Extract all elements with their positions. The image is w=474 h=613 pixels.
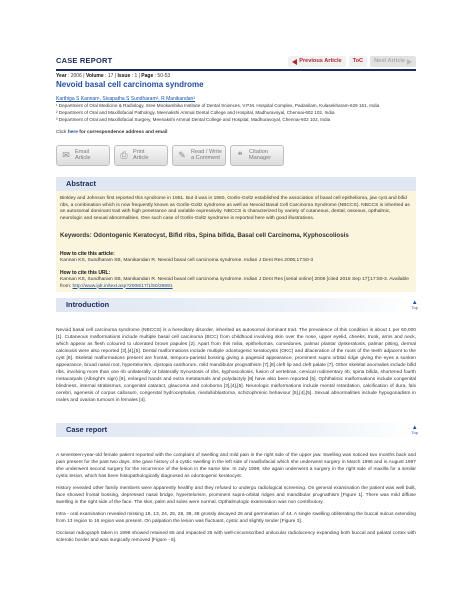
article-tools [56,145,284,166]
howto-cite-url-text: Kannan KS, Sundharam SB, Manikandan R. Nevoid basal cell carcinoma syndrome. Indian J Dent Res [serial online] 2006 [cited 2016 Sep 17];17:50-3. Available from: [60,276,409,289]
previous-article-label: Previous Article [299,57,342,64]
comment-label-1: Read / Write [191,148,222,155]
previous-article-button[interactable] [288,56,345,67]
correspondence-prefix: Click [56,130,67,135]
introduction-paragraph: Nevoid basal cell carcinoma syndrome (NBCCS) is a hereditary disorder, inherited as autosomal dominant trait. The prevalence of this condition is about 1 per 60,000 [1]. Cutaneous malformations include multiple basal cell carcinoma (BCC) from childhood involving skin over the nose, upper eyelid, cheeks, trunk, arms and neck, which appear as flesh coloured to ulcerated brown papules [2]. Apart from this milia, epitheliomas, comedones, palmar plantar dyskeratosis, palmar pitting, dermal calcinosis were also reported [3],[4],[5]. Dental malformations include multiple odontogenic keratocysts (OKC) and dilaceration of the roots of the teeth adjacent to the cyst [6]. Skeletal malformations present are frontal, temporo-parietal bossing giving a pagetoid appearance, prominent supra orbital ridge giving the eyes a sunken appearance, broad nasal root, hypertelorism, dystopia canthorum, mild mandibular prognathism [7],[8] cleft lip and cleft palate [7]. Other skeletal anomalies include bifid ribs, involving more than one rib unilaterally or bilaterally Synostosis of ribs, kyphoscoliosis, fusion of vertebrae, cervical rudimentary rib, spina bifida, shortened fourth metacarpals (Albright's sign) [9], enlarged hands and extra metatarsals and polydactyly [8] have also been reported [5]. Ophthalmic malformations include congenital blindness, internal strabismus, congenital cataract, glaucoma and coloboma [3],[4],[5]. Neurologic malformations include mental retardation, calcification of dura, falx cerebri, agenesis of corpus callosum, congenital hydrocephalus, medulloblastoma, schizophrenic behaviour [5],[4],[5]. Sexual abnormalities include hypogonadism in males and ovarian tumours in females [4]. [56,328,416,404]
comment-icon: ✎ [178,150,186,161]
article-nav [288,56,416,67]
citation-manager-button[interactable] [230,145,284,166]
howto-cite-article-heading: How to cite this article: [60,250,115,257]
introduction-header [56,298,416,312]
comment-label-2: a Comment [191,154,220,161]
email-label-1: Email [75,148,89,155]
back-to-top-icon[interactable] [412,425,418,435]
print-label-2: Article [133,154,149,161]
case-paragraph-4: Occlusal radiograph taken in 1996 showed retained 65 and impacted 25 with well-circumscribed unilocular radiolucency expanding both buccal and palatal cortex with sclerotic border and was surgically removed [Figure - 5]. [56,531,416,544]
citation-icon: ❝ [237,150,243,161]
keywords: Keywords: Odontogenic Keratocyst, Bifid ribs, Spina bifida, Basal cell Carcinoma, Kyphoscoliosis [60,232,349,240]
case-paragraph-2: History revealed other family members were apparently healthy and they refused to undergo radiological screening. On general examination the patient was well built, face showed frontal bossing, depressed nasal bridge, hypertelorism, prominent supra-orbital ridges and mandibular prognathism [Figure 1]. There was mild diffuse swelling in the right side of the face. The skin, palm and soles were normal. Opthalmologic examination was non contributory. [56,486,416,506]
case-paragraph-1: A seventeen-year-old female patient reported with the complaint of swelling and mild pain in the right side of the upper jaw. Swelling was noticed two months back and pain present for the past two days. She gave history of a cystic swelling in the left side of maxillofacial which she underwent surgery in March 1996 and in August 1997 she underwent second surgery for the recurrence of the lesion in the same site. In July 1999, she again underwent a surgery in the right side of maxilla for a similar cystic lesion, which has been histopathologically diagnosed as odontogenic keratocyst. [56,453,416,480]
toc-label: ToC [352,57,364,64]
introduction-heading: Introduction [66,300,110,309]
print-label-1: Print [133,148,145,155]
abstract-section [56,177,416,292]
author-list[interactable]: Karthiga S Kannan¹, Sivapatha S Sundharam², R Manikandan³ [56,96,195,102]
citation-label-1: Citation [249,148,268,155]
case-report-heading: Case report [66,425,108,434]
howto-cite-url-heading: How to cite this URL: [60,270,111,277]
citation-label-2: Manager [249,154,272,161]
correspondence-line [56,130,167,136]
top-label: Top [411,430,418,435]
arrow-left-icon [292,59,297,65]
section-label: CASE REPORT [56,56,113,66]
email-icon: ✉ [62,150,70,161]
correspondence-link[interactable]: here [67,130,78,135]
next-article-button[interactable] [370,56,416,67]
volume-value: 17 [107,73,114,79]
affiliation-1: ¹ Department of Oral Medicine & Radiology, Sree Mookambika Institute of Dental Sciences, V.P.M. Hospital Complex, Padanilam, Kulasekharam-629 161, India [56,103,380,108]
correspondence-suffix: for correspondence address and email [79,130,168,135]
introduction-body [56,327,416,409]
affiliation-2: ² Department of Oral and Maxillofacial Pathology, Meenakshi Ammal Dental College and Hospital, Madhuravoyal, Chennai-602 102, India [56,110,335,115]
case-paragraph-3: Intra - oral examination revealed missing 18, 13, 24, 25, 28, 38, 48 grossly decayed 26 and germination of 44. A single swelling obliterating the buccal sulcus extending from 13 region to 16 region was present. On palpation the lesion was fluctuant, cystic and slightly tender [Figure 3]. [56,512,416,525]
next-article-label: Next Article [374,57,405,64]
affiliation-3: ³ Department of Oral and Maxillofacial Surgery, Meenakshi Ammal Dental College and Hospital, Madhuravoyal, Chennai-602 102, India [56,117,331,122]
volume-label: Volume [85,73,104,79]
issue-value: 1 [134,73,138,79]
header-divider [56,69,416,71]
top-label: Top [411,305,418,310]
howto-cite-article-text: Kannan KS, Sundharam SB, Manikandan R. Nevoid basal cell carcinoma syndrome. Indian J Dent Res 2006;17:50-3 [60,257,314,263]
print-article-button[interactable] [114,145,168,166]
email-label-2: Article [75,154,91,161]
email-article-button[interactable] [56,145,110,166]
back-to-top-icon[interactable] [412,300,418,310]
comment-button[interactable] [172,145,226,166]
toc-button[interactable] [349,56,367,67]
page-label: Page [141,73,154,79]
print-icon: ⎙ [120,150,128,161]
issue-meta: Year : 2006 | Volume : 17 | Issue : 1 | Page : 50-53 [56,73,171,79]
arrow-right-icon [407,59,412,65]
abstract-header [56,177,416,191]
issue-label: Issue [117,73,131,79]
abstract-text: Binkley and Johnson first reported this syndrome in 1951. But it was in 1960, Gorlin-Goltz established the association of basal cell epithelioma, jaw cyst and bifid ribs, a combination which is now frequently known as Gorlin-Goltz syndrome as well as Nevoid Basal Cell Carcinoma Syndrome (NBCCS). NBCCS is inherited as an autosomal dominant trait with high penetrance and variable expressivity. NBCCS is characterized by variety of cutaneous, dental, osseous, opthalmic, neurologic and sexual abnormalities. One such case of Gorlin-Goltz syndrome is reported here with good illustrations. [60,196,410,221]
article-url-link[interactable]: http://www.ijdr.in/text.asp?2006/17/1/50/29891 [72,283,173,289]
year-label: Year [56,73,67,79]
up-arrow-icon: ▲ [411,425,418,431]
up-arrow-icon: ▲ [411,300,418,306]
article-header [56,54,416,69]
howto-cite-url-block [60,277,412,290]
article-title: Nevoid basal cell carcinoma syndrome [56,80,204,89]
abstract-heading: Abstract [66,179,96,188]
page-value: 50-53 [157,73,171,79]
case-report-body [56,452,416,549]
case-report-header [56,423,416,437]
year-value: 2006 [70,73,82,79]
